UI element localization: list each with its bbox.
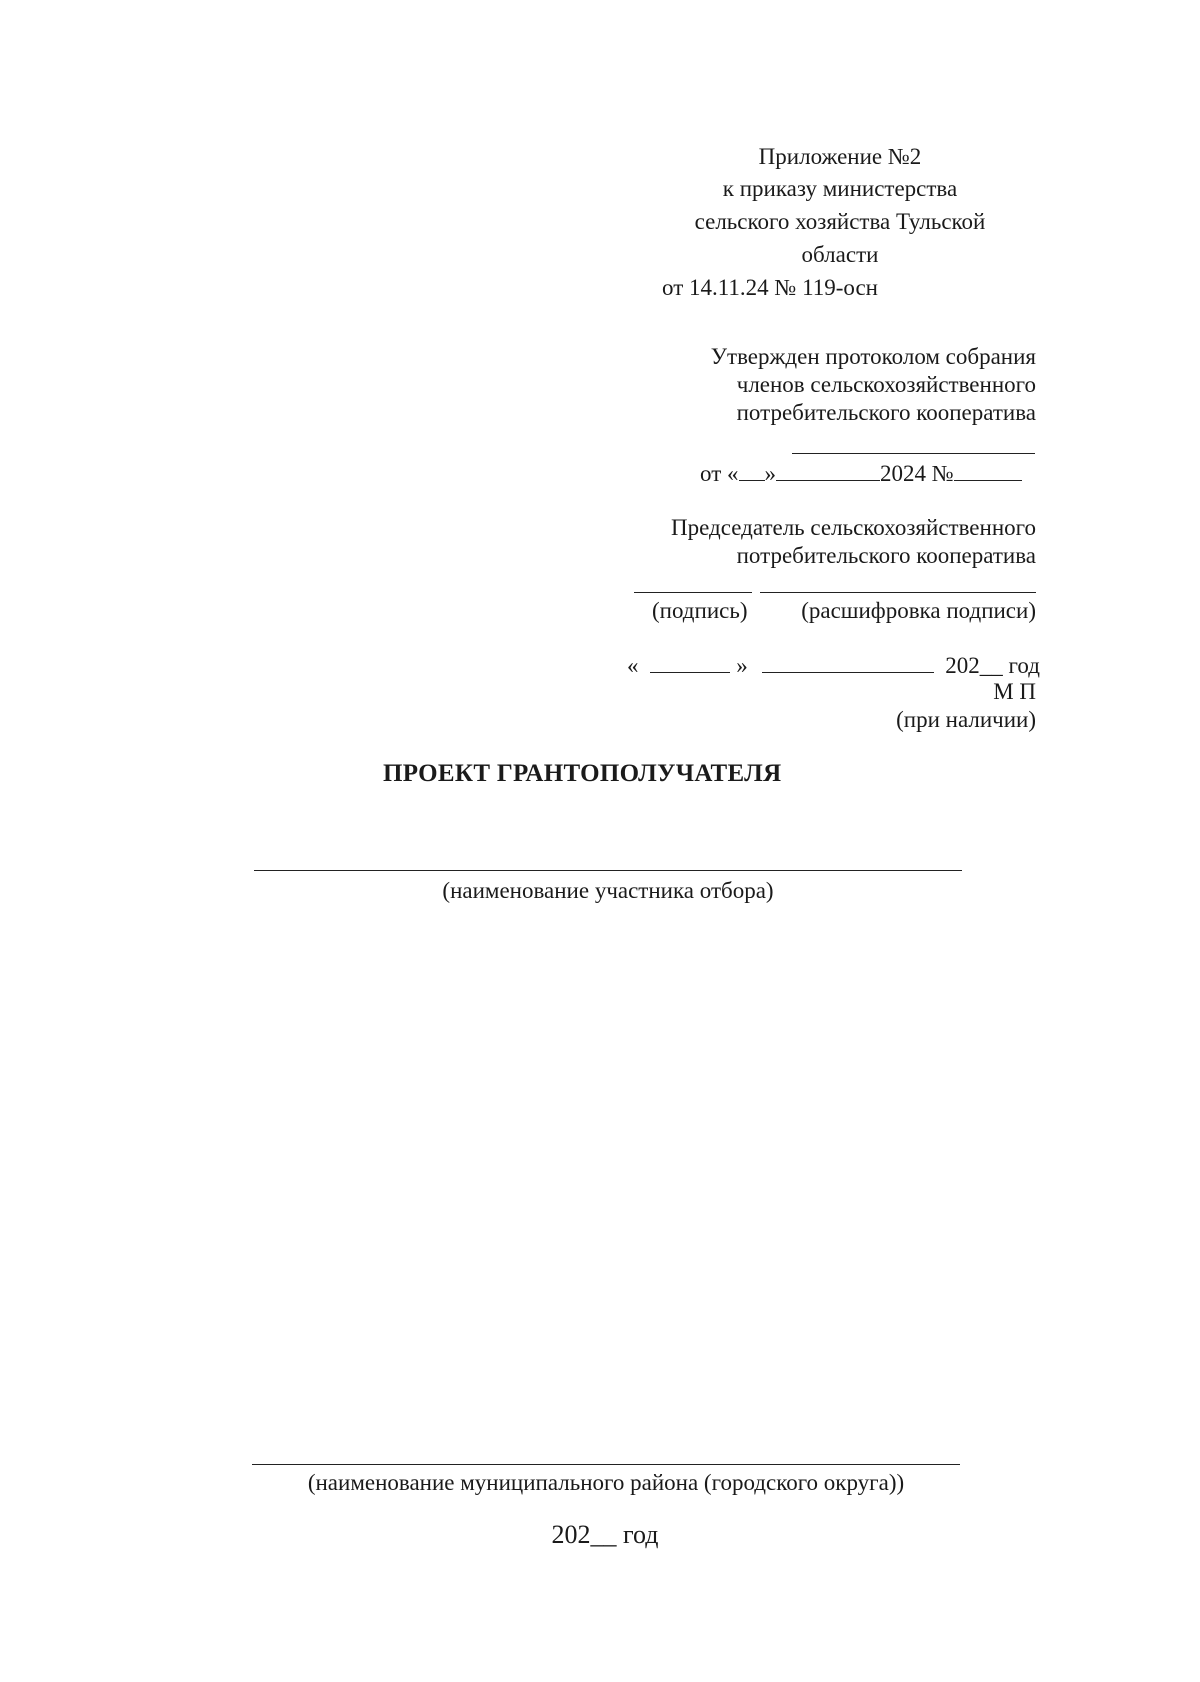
approval-date-quote: » [764, 461, 776, 486]
signature-decoding-rule [760, 592, 1036, 593]
approval-date-year: 2024 № [880, 461, 954, 486]
signature-rule [634, 592, 752, 593]
appendix-ministry: сельского хозяйства Тульской [694, 209, 986, 234]
approval-month-blank [776, 458, 880, 481]
district-caption: (наименование муниципального района (городского округа)) [307, 1470, 905, 1495]
seal-note: (при наличии) [896, 707, 1036, 732]
appendix-number: Приложение №2 [758, 144, 922, 169]
signature-caption: (подпись) [652, 598, 748, 623]
district-name-rule [252, 1464, 960, 1465]
protocol-number-rule [792, 453, 1035, 454]
signature-decoding-caption: (расшифровка подписи) [801, 598, 1036, 623]
approval-line-3: потребительского кооператива [736, 400, 1036, 425]
appendix-order-date: от 14.11.24 № 119-осн [662, 275, 878, 300]
participant-name-rule [254, 870, 962, 871]
chairman-date-open-quote: « [627, 653, 639, 678]
approval-date [700, 458, 1022, 489]
approval-line-1: Утвержден протоколом собрания [710, 344, 1036, 369]
participant-caption: (наименование участника отбора) [442, 878, 774, 903]
approval-date-prefix: от « [700, 461, 739, 486]
document-year: 202__ год [551, 1520, 659, 1549]
document-title: ПРОЕКТ ГРАНТОПОЛУЧАТЕЛЯ [383, 760, 782, 787]
chairman-date-close-quote: » [736, 653, 748, 678]
appendix-order-ref: к приказу министерства [722, 176, 958, 201]
approval-number-blank [954, 458, 1022, 481]
chairman-line-2: потребительского кооператива [736, 543, 1036, 568]
chairman-line-1: Председатель сельскохозяйственного [671, 515, 1036, 540]
chairman-day-blank [650, 650, 730, 673]
chairman-month-blank [762, 650, 934, 673]
approval-line-2: членов сельскохозяйственного [736, 372, 1036, 397]
seal-label: М П [993, 679, 1036, 704]
approval-day-blank [739, 458, 765, 481]
appendix-region: области [801, 242, 879, 267]
chairman-date-year: 202__ год [945, 653, 1040, 678]
